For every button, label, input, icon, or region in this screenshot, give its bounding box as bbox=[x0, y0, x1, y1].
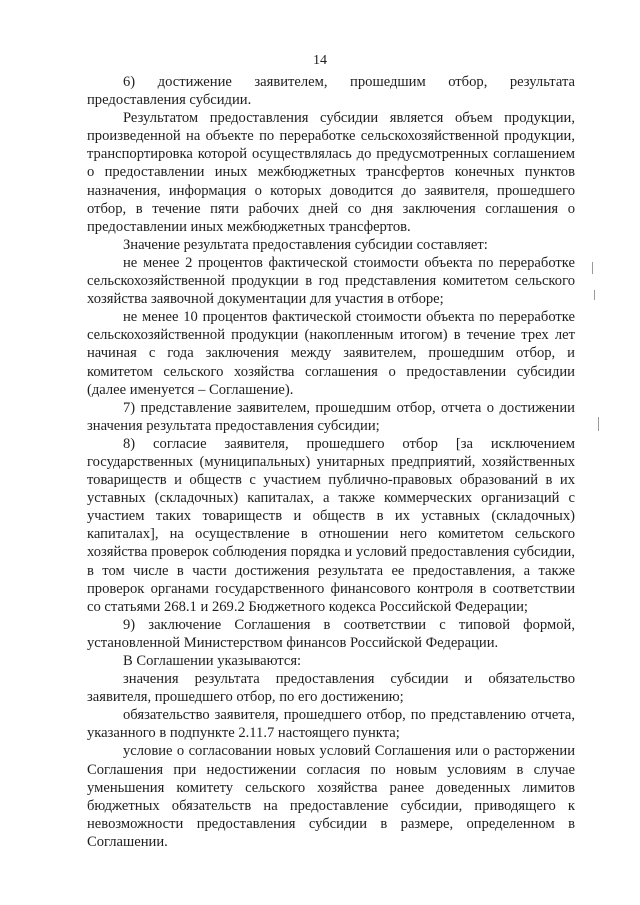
page-number: 14 bbox=[313, 53, 327, 68]
paragraph-item-9: 9) заключение Соглашения в соответствии с типовой формой, установленной Министерством финансов Российской Федерации. bbox=[87, 616, 575, 651]
paragraph-result-value-2-percent: не менее 2 процентов фактической стоимости объекта по переработке сельскохозяйственной продукции в год представления комитетом сельского хозяйства заявочной документации для участия в отборе; bbox=[87, 254, 575, 308]
paragraph-item-8: 8) согласие заявителя, прошедшего отбор [за исключением государственных (муниципальных) унитарных предприятий, хозяйственных товариществ и обществ с участием публично-правовых образований в их уставных (складочных) капиталах, а также коммерческих организаций с участием таких товариществ и обществ в их уставных (складочных) капиталах], на осуществление в отношении него комитетом сельского хозяйства проверок соблюдения порядка и условий предоставления субсидии, в том числе в части достижения результата ее предоставления, а также проверок органами государственного финансового контроля в соответствии со статьями 268.1 и 269.2 Бюджетного кодекса Российской Федерации; bbox=[87, 435, 575, 615]
paragraph-result-definition: Результатом предоставления субсидии является объем продукции, произведенной на объекте по переработке сельскохозяйственной продукции, транспортировка которой осуществлялась до предусмотренных соглашением о предоставлении иных межбюджетных трансфертов конечных пунктов назначения, информация о которых доводится до заявителя, прошедшего отбор, в течение пяти рабочих дней со дня заключения соглашения о предоставлении иных межбюджетных трансфертов. bbox=[87, 110, 575, 235]
paragraph-item-7: 7) представление заявителем, прошедшим отбор, отчета о достижении значения результата предоставления субсидии; bbox=[87, 399, 575, 434]
paragraph-result-value-intro: Значение результата предоставления субсидии составляет: bbox=[123, 236, 488, 253]
paragraph-result-value-10-percent: не менее 10 процентов фактической стоимости объекта по переработке сельскохозяйственной продукции (накопленным итогом) в течение трех лет начиная с года заключения между заявителем, прошедшим отбор, и комитетом сельского хозяйства соглашения о предоставлении субсидии (далее именуется – Соглашение). bbox=[87, 309, 575, 398]
body-text bbox=[87, 73, 575, 851]
paragraph-agreement-intro: В Соглашении указываются: bbox=[123, 653, 302, 669]
paragraph-agreement-result-obligation: значения результата предоставления субсидии и обязательство заявителя, прошедшего отбор, по его достижению; bbox=[87, 671, 575, 706]
paragraph-agreement-renegotiation: условие о согласовании новых условий Соглашения или о расторжении Соглашения при недостижении согласия по новым условиям в случае уменьшения комитету сельского хозяйства ранее доведенных лимитов бюджетных обязательств на предоставление субсидии, приводящего к невозможности предоставления субсидии в размере, определенном в Соглашении. bbox=[87, 743, 575, 850]
scan-mark bbox=[598, 417, 599, 431]
scan-mark bbox=[592, 262, 593, 274]
paragraph-agreement-report-obligation: обязательство заявителя, прошедшего отбор, по представлению отчета, указанного в подпункте 2.11.7 настоящего пункта; bbox=[87, 707, 575, 742]
scan-mark bbox=[594, 290, 595, 300]
paragraph-item-6: 6) достижение заявителем, прошедшим отбор, результата предоставления субсидии. bbox=[87, 74, 575, 109]
